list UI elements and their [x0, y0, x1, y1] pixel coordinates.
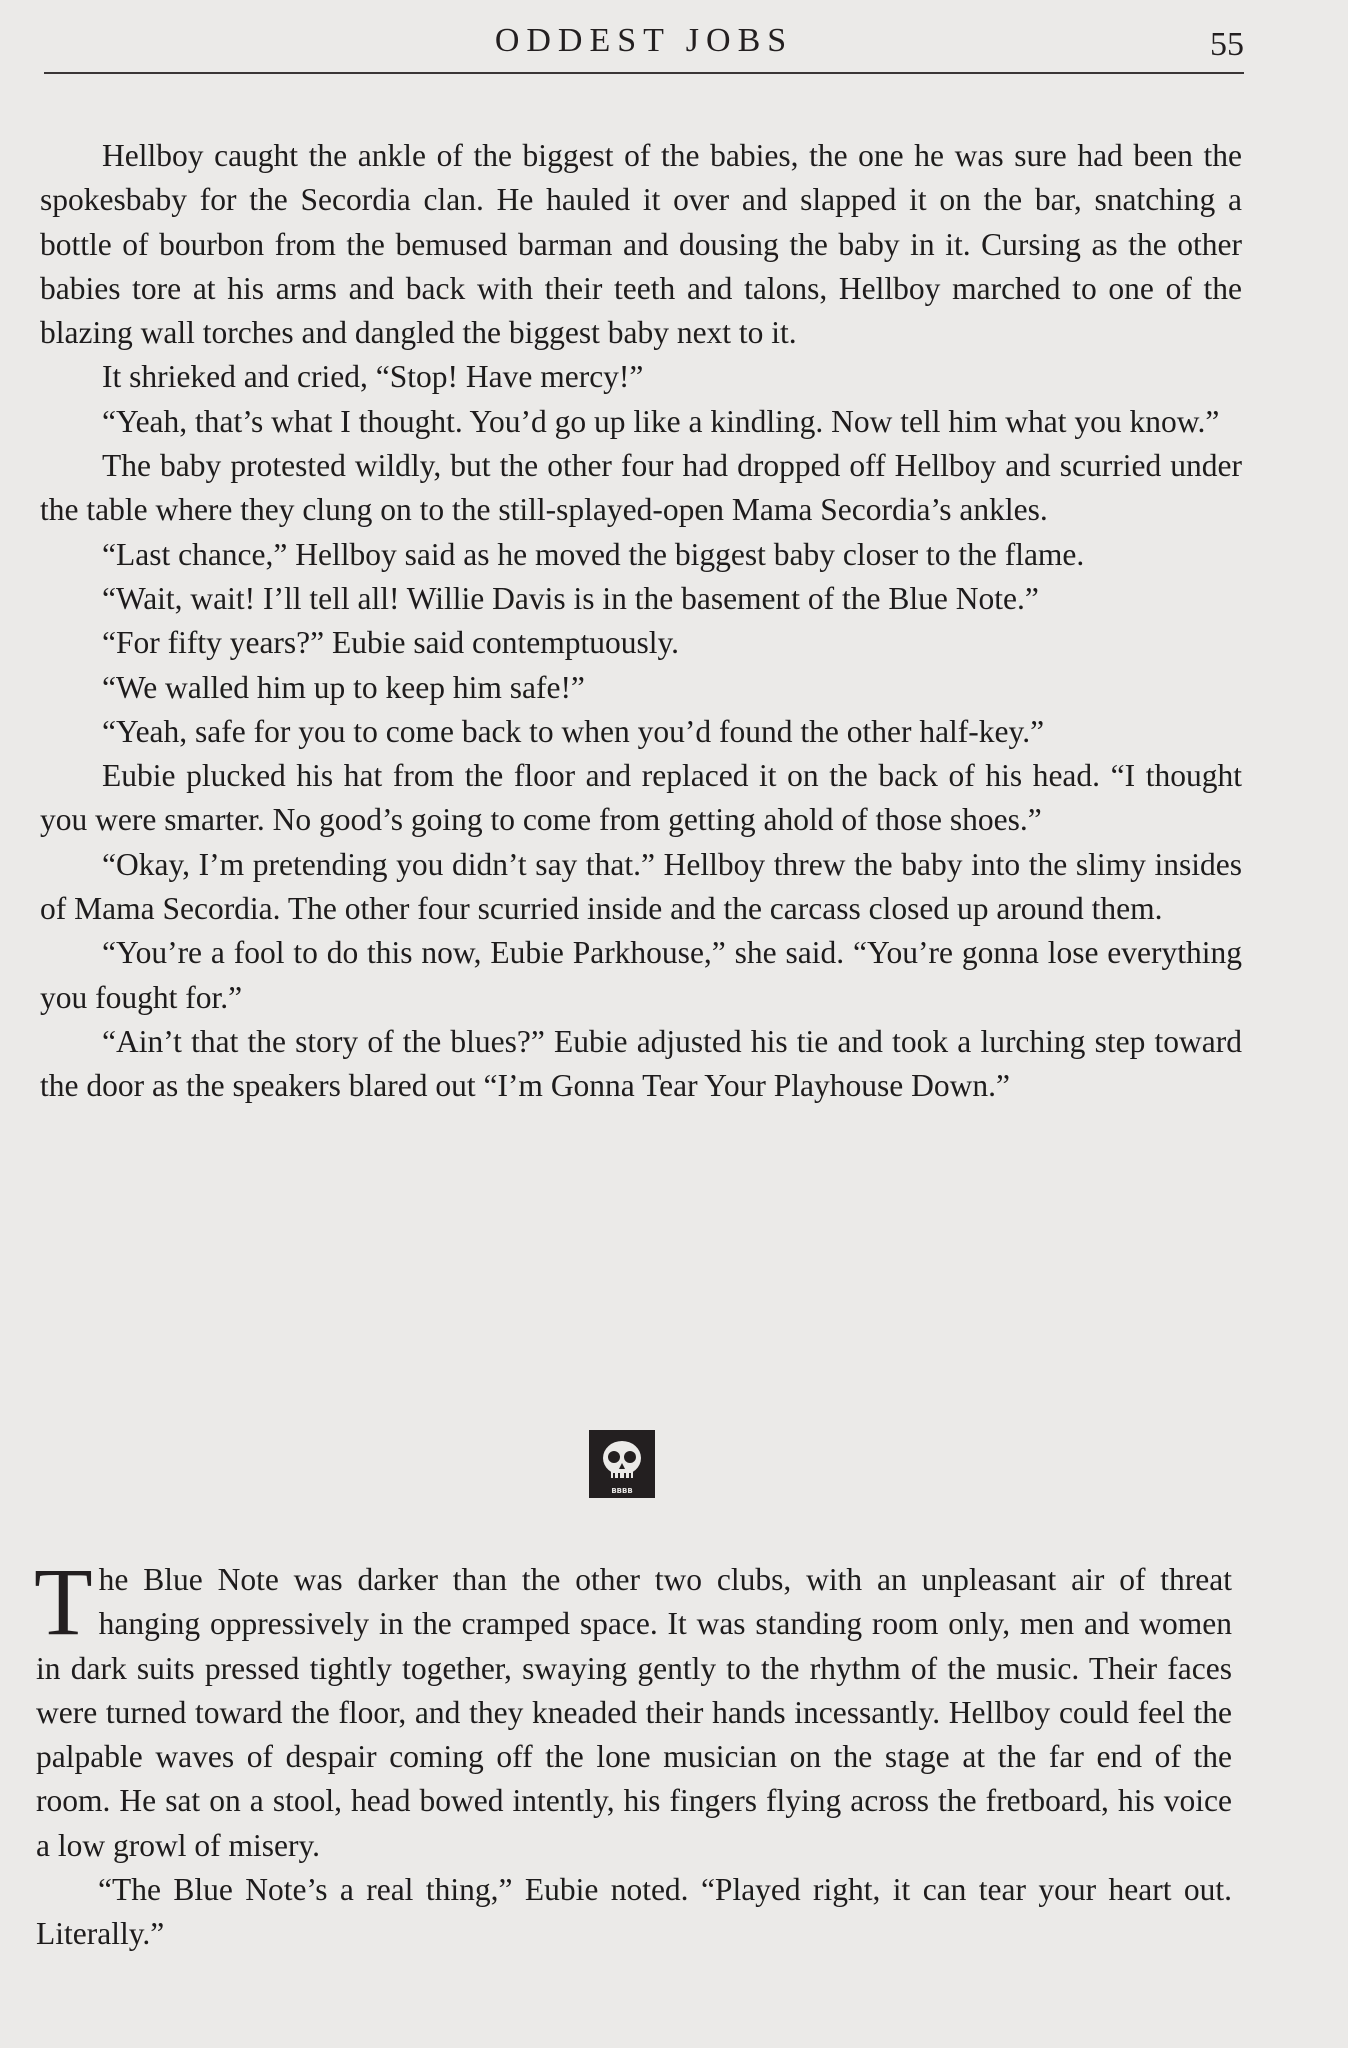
section-break-ornament [589, 1430, 655, 1498]
paragraph: “Last chance,” Hellboy said as he moved the biggest baby closer to the flame. [102, 536, 1085, 572]
opening-text: he Blue Note was darker than the other two clubs, with an unpleasant air of threat hanging oppressively in the cramped space. It was standing room only, men and women in dark suits pressed tightly together, swaying gently to the rhythm of the music. Their faces were turned toward the floor, and they kneaded their hands incessantly. Hellboy could feel the palpable waves of despair coming off the lone musician on the stage at the far end of the room. He sat on a stool, head bowed intently, his fingers flying across the fretboard, his voice a low growl of misery. [36, 1562, 1232, 1863]
paragraph: “We walled him up to keep him safe!” [102, 669, 585, 705]
paragraph: “Wait, wait! I’ll tell all! Willie Davis is in the basement of the Blue Note.” [102, 580, 1039, 616]
section-two-text [34, 1548, 1232, 1957]
paragraph: Hellboy caught the ankle of the biggest of the babies, the one he was sure had been the spokesbaby for the Secordia clan. He hauled it over and slapped it on the bar, snatching a bottle of bourbon from the bemused barman and dousing the baby in it. Cursing as the other babies tore at his arms and back with their teeth and talons, Hellboy marched to one of the blazing wall torches and dangled the biggest baby next to it. [40, 138, 1242, 351]
paragraph: The baby protested wildly, but the other four had dropped off Hellboy and scurried under the table where they clung on to the still-splayed-open Mama Secordia’s ankles. [40, 448, 1242, 528]
paragraph: “Okay, I’m pretending you didn’t say that.” Hellboy threw the baby into the slimy insides of Mama Secordia. The other four scurried inside and the carcass closed up around them. [40, 846, 1242, 927]
opening-paragraph [34, 1548, 1232, 1868]
header-rule [44, 72, 1244, 74]
body-text [40, 134, 1242, 1109]
ornament-label: BBBB [611, 1487, 633, 1495]
paragraph: “The Blue Note’s a real thing,” Eubie noted. “Played right, it can tear your heart out. Literally.” [36, 1872, 1232, 1952]
paragraph: “Yeah, safe for you to come back to when you’d found the other half-key.” [102, 713, 1045, 749]
paragraph: “You’re a fool to do this now, Eubie Parkhouse,” she said. “You’re gonna lose everything you fought for.” [40, 935, 1242, 1015]
paragraph: It shrieked and cried, “Stop! Have mercy!” [102, 359, 644, 395]
paragraph: “For fifty years?” Eubie said contemptuously. [102, 625, 680, 661]
paragraph: Eubie plucked his hat from the floor and replaced it on the back of his head. “I thought you were smarter. No good’s going to come from getting ahold of those shoes.” [40, 758, 1242, 838]
running-head [44, 14, 1244, 74]
skull-icon [589, 1430, 655, 1498]
paragraph: “Yeah, that’s what I thought. You’d go up like a kindling. Now tell him what you know.” [102, 403, 1220, 439]
drop-cap: T [34, 1548, 93, 1655]
page-number: 55 [1210, 26, 1244, 63]
running-title: ODDEST JOBS [494, 22, 794, 59]
paragraph: “Ain’t that the story of the blues?” Eubie adjusted his tie and took a lurching step toward the door as the speakers blared out “I’m Gonna Tear Your Playhouse Down.” [40, 1023, 1242, 1104]
